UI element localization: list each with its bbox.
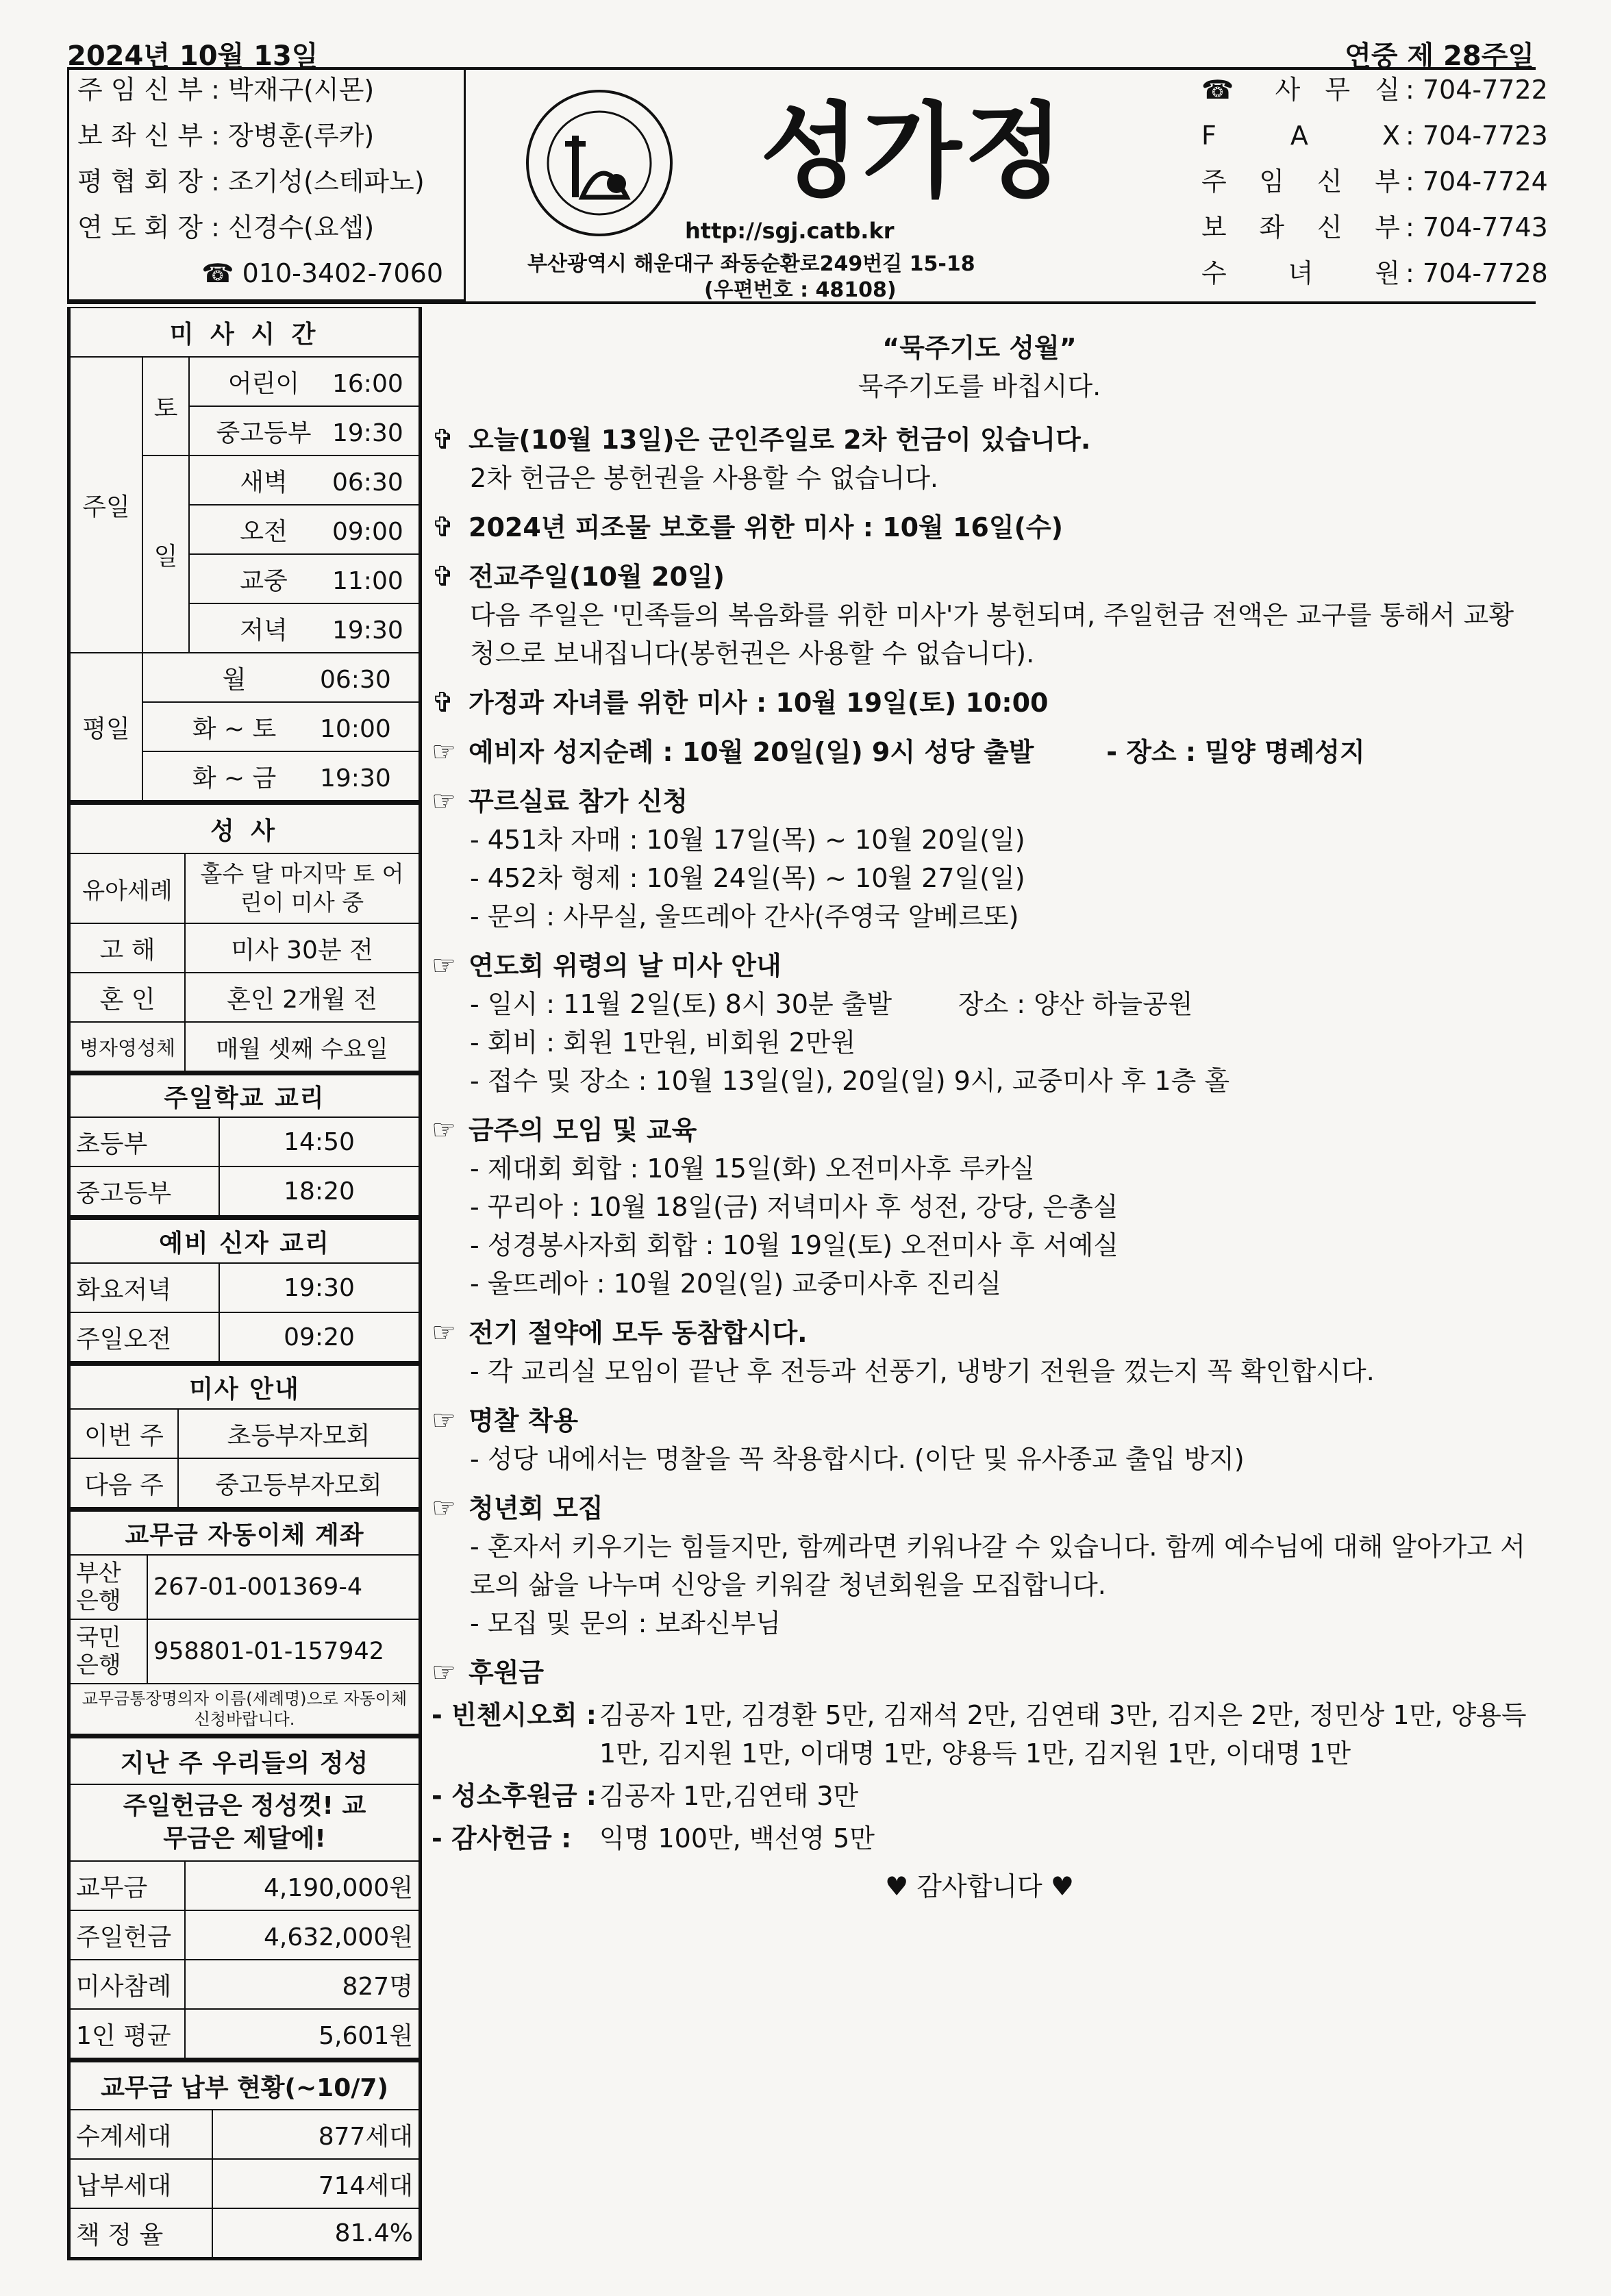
announcement-line: 다음 주일은 '민족들의 복음화를 위한 미사'가 봉헌되며, 주일헌금 전액은 교구를 통해서 교황청으로 보내집니다(봉헌권은 사용할 수 없습니다). <box>470 600 1514 669</box>
mass-times-title: 미 사 시 간 <box>70 308 419 357</box>
guide-value: 중고등부자모회 <box>178 1458 419 1508</box>
guide-value: 초등부자모회 <box>178 1409 419 1458</box>
donation-section <box>432 1654 1527 1858</box>
account-note: 교무금통장명의자 이름(세례명)으로 자동이체 신청바랍니다. <box>70 1684 419 1734</box>
announcement-item <box>432 421 1527 497</box>
offering-table <box>69 1735 420 2059</box>
saturday-label: 토 <box>142 357 189 456</box>
catechumen-title: 예비 신자 교리 <box>70 1219 419 1264</box>
announcement-heading: 2024년 피조물 보호를 위한 미사 : 10월 16일(수) <box>469 512 1063 542</box>
contact-label: F A X <box>1201 121 1400 151</box>
pointing-hand-icon: ☞ <box>432 736 456 768</box>
mass-row <box>189 456 419 505</box>
staff-pastor: 주 임 신 부 : 박재구(시몬) <box>77 75 375 105</box>
mass-name: 화 ~ 금 <box>192 764 277 793</box>
announcement-item <box>432 1111 1527 1303</box>
mass-time: 11:00 <box>332 566 403 595</box>
announcement-heading: 명찰 착용 <box>469 1406 579 1436</box>
bulletin-date: 2024년 10월 13일 <box>67 40 319 72</box>
mass-time: 06:30 <box>320 665 391 694</box>
pointing-hand-icon: ☞ <box>432 1317 456 1349</box>
announcement-line: 2차 헌금은 봉헌권을 사용할 수 없습니다. <box>470 463 938 493</box>
announcement-line: - 제대회 회합 : 10월 15일(화) 오전미사후 루카실 <box>470 1153 1035 1184</box>
mass-time: 10:00 <box>320 714 391 743</box>
announcement-item <box>432 1489 1527 1643</box>
account-table <box>69 1508 420 1735</box>
dues-name: 수계세대 <box>70 2110 212 2159</box>
mass-row <box>189 505 419 554</box>
offering-name: 주일헌금 <box>70 1910 185 1960</box>
contact-label: 보 좌 신 부 <box>1201 212 1400 242</box>
donation-value: 김공자 1만,김연태 3만 <box>599 1781 859 1811</box>
dues-value: 714세대 <box>212 2159 419 2208</box>
account-number[interactable]: 958801-01-157942 <box>147 1619 419 1684</box>
class-time: 14:50 <box>219 1117 419 1166</box>
sacrament-value: 매월 셋째 수요일 <box>185 1022 419 1071</box>
account-number[interactable]: 267-01-001369-4 <box>147 1555 419 1619</box>
parish-url[interactable]: http://sgj.catb.kr <box>685 218 895 244</box>
dues-title: 교무금 납부 현황(~10/7) <box>70 2061 419 2110</box>
mass-time: 19:30 <box>332 616 403 645</box>
announcement-item <box>432 947 1527 1100</box>
mass-time: 16:00 <box>332 369 403 398</box>
mass-name: 월 <box>222 665 247 694</box>
pointing-hand-icon: ☞ <box>432 950 456 982</box>
offering-name: 1인 평균 <box>70 2009 185 2058</box>
cross-icon: ✞ <box>432 561 455 592</box>
announcement-line: - 일시 : 11월 2일(토) 8시 30분 출발 장소 : 양산 하늘공원 <box>470 989 1193 1019</box>
contact-row <box>1137 113 1548 159</box>
announcement-heading: 예비자 성지순례 : 10월 20일(일) 9시 성당 출발 - 장소 : 밀양 명례성지 <box>469 737 1365 767</box>
sacraments-title: 성 사 <box>70 803 419 854</box>
offering-value: 827명 <box>185 1960 419 2009</box>
announcement-heading: 가정과 자녀를 위한 미사 : 10월 19일(토) 10:00 <box>469 688 1049 718</box>
bulletin-title: 성가정 <box>760 91 1066 212</box>
dues-name: 납부세대 <box>70 2159 212 2208</box>
mass-name: 저녁 <box>240 616 288 645</box>
contact-label: ☎ 사 무 실 <box>1201 75 1400 105</box>
announcement-line: - 울뜨레아 : 10월 20일(일) 교중미사후 진리실 <box>470 1269 1001 1299</box>
sacrament-value: 혼인 2개월 전 <box>185 973 419 1022</box>
class-name: 중고등부 <box>70 1166 219 1216</box>
mass-name: 어린이 <box>227 369 300 398</box>
contact-value: : 704-7722 <box>1406 75 1548 105</box>
class-time: 18:20 <box>219 1166 419 1216</box>
donation-row <box>432 1819 1527 1858</box>
sunday-school-table <box>69 1072 420 1216</box>
staff-prayer-president: 연 도 회 장 : 신경수(요셉) <box>77 212 375 242</box>
cross-icon: ✞ <box>432 687 455 719</box>
sunday-school-title: 주일학교 교리 <box>70 1074 419 1118</box>
guide-week: 이번 주 <box>70 1409 178 1458</box>
announcement-heading: 전기 절약에 모두 동참합시다. <box>469 1318 808 1348</box>
announcement-item <box>432 684 1527 722</box>
announcement-line: - 혼자서 키우기는 힘들지만, 함께라면 키워나갈 수 있습니다. 함께 예수님에 대해 알아가고 서로의 삶을 나누며 신앙을 키워갈 청년회원을 모집합니다. <box>470 1532 1526 1600</box>
dues-table <box>69 2059 420 2258</box>
mass-row <box>189 357 419 406</box>
announcement-item <box>432 508 1527 547</box>
announcement-heading: 오늘(10월 13일)은 군인주일로 2차 헌금이 있습니다. <box>469 425 1091 455</box>
dues-value: 81.4% <box>212 2208 419 2258</box>
announcement-line: - 452차 형제 : 10월 24일(목) ~ 10월 27일(일) <box>470 863 1025 893</box>
contact-label: 주 임 신 부 <box>1201 166 1400 197</box>
contact-row <box>1137 251 1548 297</box>
mass-name: 화 ~ 토 <box>192 714 277 743</box>
offering-value: 5,601원 <box>185 2009 419 2058</box>
mass-row <box>142 653 419 702</box>
announcement-heading: 전교주일(10월 20일) <box>469 562 725 592</box>
staff-phone: ☎ 010-3402-7060 <box>201 258 443 288</box>
staff-council-president: 평 협 회 장 : 조기성(스테파노) <box>77 166 425 197</box>
mass-time: 06:30 <box>332 468 403 497</box>
month-theme-subtitle: 묵주기도를 바칩시다. <box>858 371 1101 401</box>
mass-name: 오전 <box>240 517 288 546</box>
donation-label: - 감사헌금 : <box>432 1823 572 1854</box>
announcements <box>432 329 1527 1906</box>
mass-row <box>142 702 419 751</box>
announcement-line: - 회비 : 회원 1만원, 비회원 2만원 <box>470 1027 856 1058</box>
sacrament-value: 홀수 달 마지막 토 어린이 미사 중 <box>185 853 419 923</box>
mass-name: 새벽 <box>240 468 288 497</box>
header-bottom-rule <box>67 301 1536 304</box>
class-name: 화요저녁 <box>70 1263 219 1312</box>
left-sidebar <box>67 307 422 2260</box>
contact-row <box>1137 159 1548 205</box>
church-logo <box>507 81 692 245</box>
announcement-line: - 성경봉사자회 회합 : 10월 19일(토) 오전미사 후 서예실 <box>470 1230 1119 1260</box>
account-title: 교무금 자동이체 계좌 <box>70 1510 419 1556</box>
announcement-line: - 꾸리아 : 10월 18일(금) 저녁미사 후 성전, 강당, 은총실 <box>470 1192 1119 1222</box>
contact-value: : 704-7728 <box>1406 258 1548 288</box>
month-theme-title: “묵주기도 성월” <box>882 333 1077 363</box>
announcement-line: - 모집 및 문의 : 보좌신부님 <box>470 1608 781 1638</box>
announcement-heading: 금주의 모임 및 교육 <box>469 1115 697 1145</box>
offering-slogan: 주일헌금은 정성껏! 교무금은 제달에! <box>70 1784 419 1861</box>
sunday-day-label: 일 <box>142 456 189 653</box>
mass-row <box>142 751 419 801</box>
pointing-hand-icon: ☞ <box>432 786 456 817</box>
contact-value: : 704-7743 <box>1406 212 1548 242</box>
announcement-heading: 연도회 위령의 날 미사 안내 <box>469 951 782 981</box>
announcement-heading: 꾸르실료 참가 신청 <box>469 786 688 816</box>
pointing-hand-icon: ☞ <box>432 1405 456 1436</box>
class-name: 초등부 <box>70 1117 219 1166</box>
bank-name: 국민 은행 <box>70 1619 147 1684</box>
mass-time: 19:30 <box>320 764 391 793</box>
contact-label: 수 녀 원 <box>1201 258 1400 288</box>
weekday-label: 평일 <box>70 653 142 801</box>
announcement-item <box>432 1314 1527 1390</box>
contact-row <box>1137 205 1548 251</box>
sacraments-table <box>69 801 420 1072</box>
announcement-heading: 청년회 모집 <box>469 1493 603 1523</box>
sunday-label: 주일 <box>70 357 142 653</box>
donation-label: - 빈첸시오회 : <box>432 1700 597 1730</box>
offering-value: 4,632,000원 <box>185 1910 419 1960</box>
sacrament-name: 병자영성체 <box>70 1022 185 1071</box>
parish-address: 부산광역시 해운대구 좌동순환로249번길 15-18 <box>527 252 975 276</box>
announcement-line: - 문의 : 사무실, 울뜨레아 간사(주영국 알베르또) <box>470 901 1019 932</box>
mass-time: 09:00 <box>332 517 403 546</box>
bank-name: 부산 은행 <box>70 1555 147 1619</box>
announcement-line: - 성당 내에서는 명찰을 꼭 착용합시다. (이단 및 유사종교 출입 방지) <box>470 1444 1245 1474</box>
announcement-line: - 451차 자매 : 10월 17일(목) ~ 10월 20일(일) <box>470 825 1025 855</box>
contact-row <box>1137 67 1548 113</box>
cross-icon: ✞ <box>432 512 455 543</box>
offering-name: 교무금 <box>70 1861 185 1910</box>
staff-box <box>67 67 466 301</box>
announcement-item <box>432 733 1527 771</box>
class-time: 09:20 <box>219 1312 419 1362</box>
pointing-hand-icon: ☞ <box>432 1114 456 1146</box>
offering-name: 미사참례 <box>70 1960 185 2009</box>
guide-week: 다음 주 <box>70 1458 178 1508</box>
contact-value: : 704-7723 <box>1406 121 1548 151</box>
dues-value: 877세대 <box>212 2110 419 2159</box>
sacrament-name: 혼 인 <box>70 973 185 1022</box>
liturgical-week: 연중 제 28주일 <box>1345 40 1534 72</box>
schedule-table <box>69 307 420 801</box>
sacrament-name: 유아세례 <box>70 853 185 923</box>
announcement-item <box>432 558 1527 673</box>
parish-zip: (우편번호 : 48108) <box>704 278 897 302</box>
mass-name: 중고등부 <box>216 419 312 447</box>
announcement-line: - 접수 및 장소 : 10월 13일(일), 20일(일) 9시, 교중미사 후 1층 홀 <box>470 1066 1230 1096</box>
mass-guide-title: 미사 안내 <box>70 1364 419 1410</box>
offering-value: 4,190,000원 <box>185 1861 419 1910</box>
offering-title: 지난 주 우리들의 정성 <box>70 1737 419 1785</box>
donation-row <box>432 1777 1527 1815</box>
donation-row <box>432 1696 1527 1773</box>
pointing-hand-icon: ☞ <box>432 1493 456 1524</box>
contact-value: : 704-7724 <box>1406 166 1548 197</box>
catechumen-table <box>69 1216 420 1362</box>
mass-guide-table <box>69 1362 420 1508</box>
donation-value: 익명 100만, 백선영 5만 <box>599 1823 875 1854</box>
announcement-line: - 각 교리실 모임이 끝난 후 전등과 선풍기, 냉방기 전원을 껐는지 꼭 확인합시다. <box>470 1356 1375 1386</box>
sacrament-value: 미사 30분 전 <box>185 923 419 973</box>
mass-row <box>189 554 419 603</box>
mass-time: 19:30 <box>332 419 403 447</box>
staff-assistant: 보 좌 신 부 : 장병훈(루카) <box>77 121 375 151</box>
class-time: 19:30 <box>219 1263 419 1312</box>
contact-list <box>1137 67 1548 297</box>
thanks-line: ♥ 감사합니다 ♥ <box>885 1871 1074 1901</box>
donation-value: 김공자 1만, 김경환 5만, 김재석 2만, 김연태 3만, 김지은 2만, 정민상 1만, 양용득 1만, 김지원 1만, 이대명 1만, 양용득 1만, 김지원 1만, 이대명 1만 <box>599 1700 1527 1769</box>
sacrament-name: 고 해 <box>70 923 185 973</box>
announcement-item <box>432 782 1527 936</box>
dues-name: 책 정 율 <box>70 2208 212 2258</box>
donation-label: - 성소후원금 : <box>432 1781 597 1811</box>
class-name: 주일오전 <box>70 1312 219 1362</box>
mass-name: 교중 <box>240 566 288 595</box>
cross-icon: ✞ <box>432 424 455 456</box>
announcement-item <box>432 1401 1527 1478</box>
mass-row <box>189 603 419 653</box>
donation-heading: 후원금 <box>469 1658 545 1688</box>
mass-row <box>189 406 419 456</box>
pointing-hand-icon: ☞ <box>432 1657 456 1688</box>
